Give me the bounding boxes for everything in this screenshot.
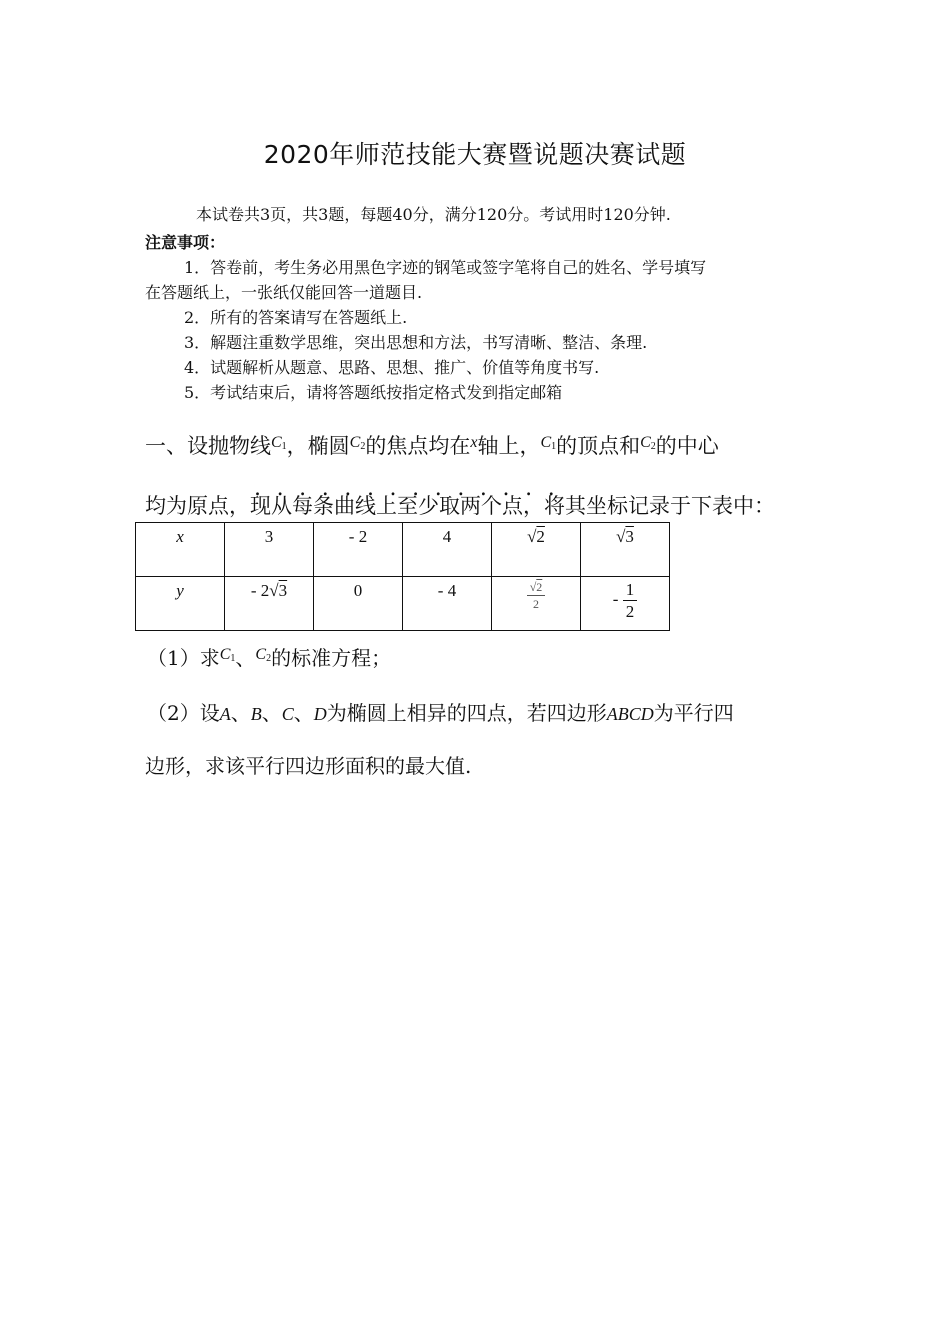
question-text: 的顶点和 (556, 434, 641, 458)
part-2: （2）设A、B、C、D为椭圆上相异的四点，若四边形ABCD为平行四 (147, 701, 734, 725)
part-2-line-2: 边形，求该平行四边形面积的最大值. (145, 754, 472, 778)
note-item: 5．考试结束后，请将答题纸按指定格式发到指定邮箱 (184, 383, 563, 402)
table-cell: 3 (225, 523, 314, 577)
note-item: 2．所有的答案请写在答题纸上. (184, 308, 408, 327)
quad-abcd: ABCD (606, 704, 654, 724)
table-header-y: y (136, 577, 225, 631)
question-text: ，椭圆 (286, 434, 350, 458)
point-c: C (281, 704, 294, 724)
note-item: 在答题纸上，一张纸仅能回答一道题目. (145, 283, 423, 302)
point-b: B (250, 704, 262, 724)
emphasis-dots: .............. (254, 476, 571, 501)
part-1: （1）求$^{C_1}$、$^{C_2}$的标准方程； (147, 646, 392, 670)
table-cell: √2 (492, 523, 581, 577)
curve-c1: C1 (540, 434, 557, 452)
curve-c1: C1 (219, 646, 236, 664)
coordinate-table (135, 522, 670, 631)
question-text: 轴上， (477, 434, 541, 458)
table-cell: - 2√3 (225, 577, 314, 631)
notes-heading: 注意事项： (145, 233, 226, 252)
table-row-y (136, 577, 670, 631)
question-line-2: 均为原点，现从每条曲线上至少取两个点，将其坐标记录于下表中： (145, 494, 775, 518)
note-item: 3．解题注重数学思维，突出思想和方法，书写清晰、整洁、条理. (184, 333, 648, 352)
table-cell: - $\frac{1}{2}$ (581, 577, 670, 631)
table-cell: √3 (581, 523, 670, 577)
table-cell (492, 577, 581, 631)
table-header-x: x (136, 523, 225, 577)
curve-c2: C2 (255, 646, 272, 664)
point-d: D (313, 704, 327, 724)
fraction: $\frac{√2}{2}$ (527, 581, 546, 610)
x-axis-var: x (470, 434, 478, 451)
intro-text: 本试卷共3页，共3题，每题40分，满分120分。考试用时120分钟. (196, 205, 671, 224)
note-item: 1．答卷前，考生务必用黑色字迹的钢笔或签字笔将自己的姓名、学号填写 (184, 258, 707, 277)
table-row-x (136, 523, 670, 577)
note-item: 4．试题解析从题意、思路、思想、推广、价值等角度书写. (184, 358, 600, 377)
question-line-1 (145, 430, 719, 460)
question-text: 的中心 (655, 434, 719, 458)
curve-c2: C2 (349, 434, 366, 452)
page-title: 2020年师范技能大赛暨说题决赛试题 (263, 140, 687, 169)
question-text: 一、设抛物线 (145, 434, 271, 458)
curve-c2: C2 (640, 434, 656, 452)
fraction: $\frac{1}{2}$ (623, 581, 638, 620)
table-cell: 0 (314, 577, 403, 631)
table-cell: - 2 (314, 523, 403, 577)
table-cell: 4 (403, 523, 492, 577)
curve-c1: C1 (271, 434, 287, 452)
table-cell: - 4 (403, 577, 492, 631)
question-text: 的焦点均在 (365, 434, 471, 458)
point-a: A (219, 704, 231, 724)
